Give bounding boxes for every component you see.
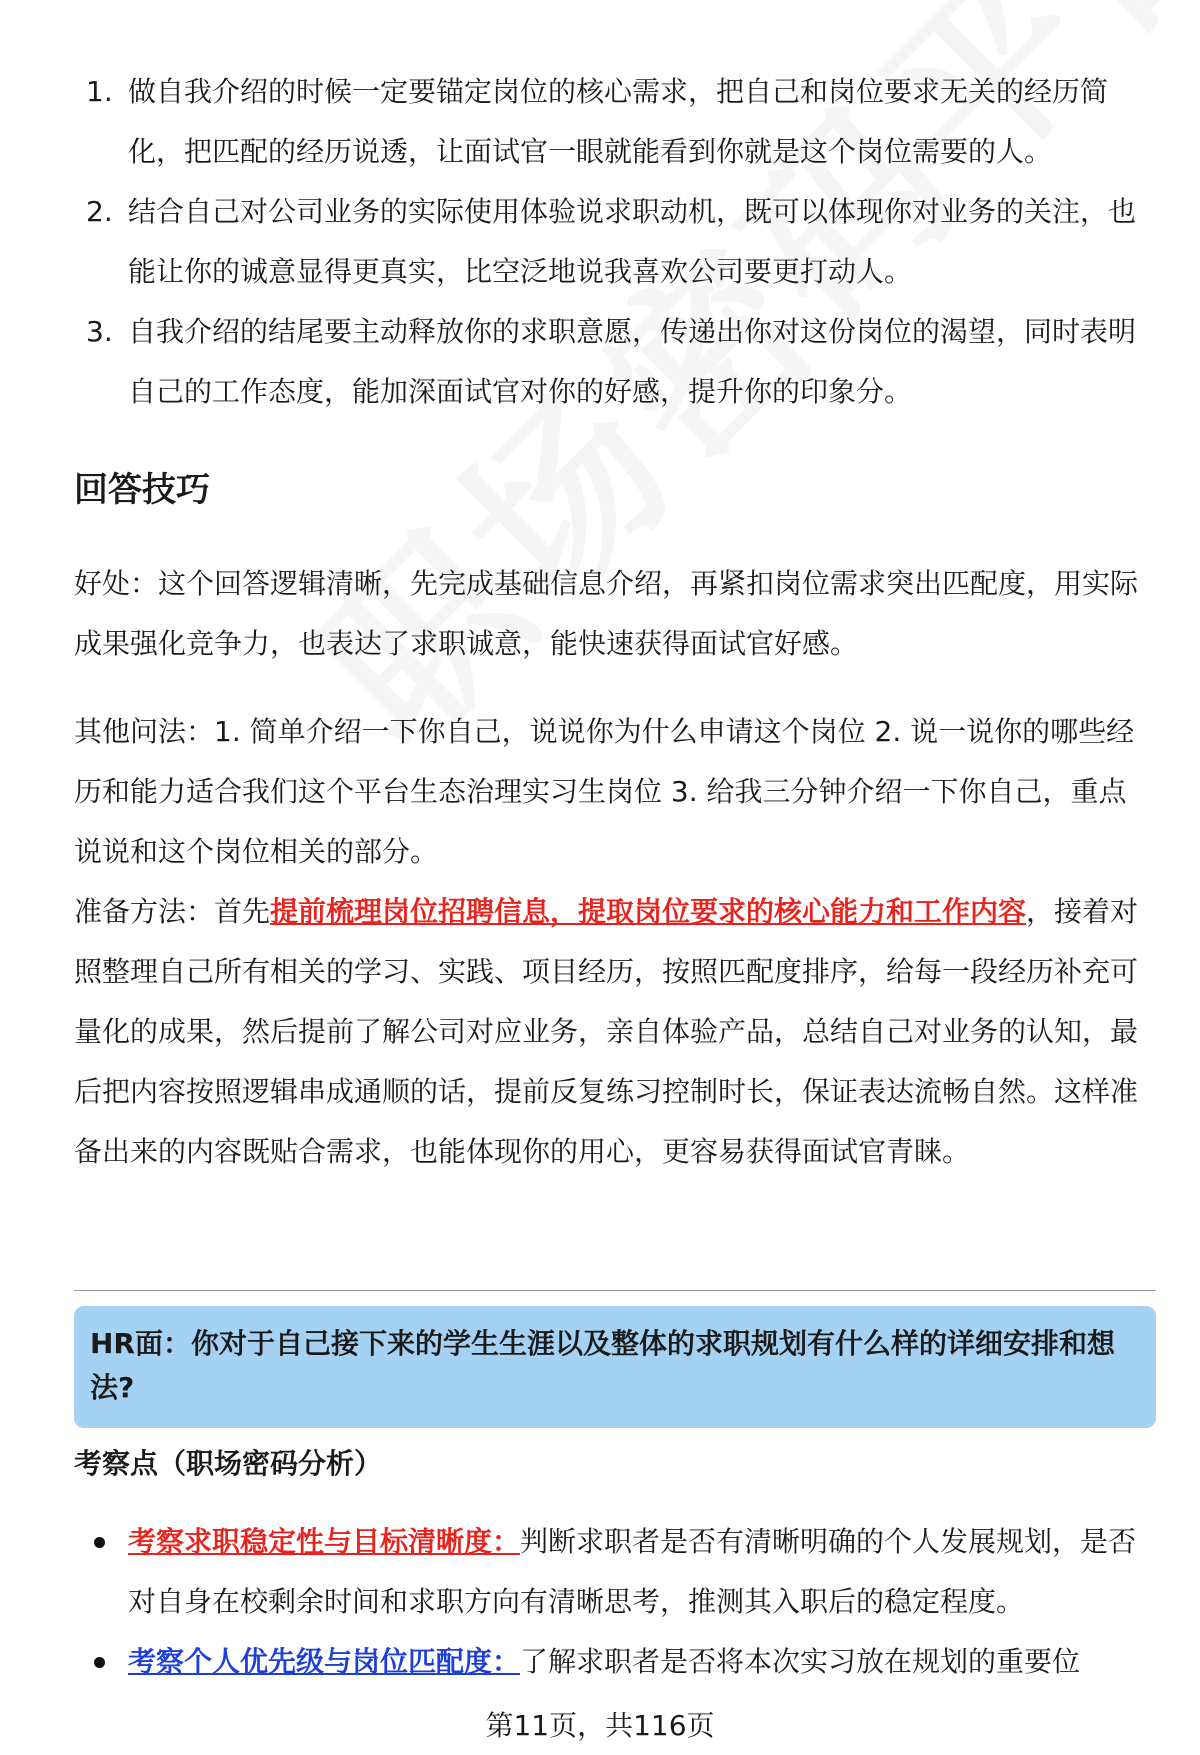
prep-rest: ，接着对照整理自己所有相关的学习、实践、项目经历，按照匹配度排序，给每一段经历补充可量化的成果，然后提前了解公司对应业务，亲自体验产品，总结自己对业务的认知，最后把内容按照逻辑串成通顺的话，提前反复练习控制时长，保证表达流畅自然。这样准备出来的内容既贴合需求，也能体现你的用心，更容易获得面试官青睐。 [74,895,1139,1168]
benefit-paragraph: 好处：这个回答逻辑清晰，先完成基础信息介绍，再紧扣岗位需求突出匹配度，用实际成果强化竞争力，也表达了求职诚意，能快速获得面试官好感。 [74,567,1139,660]
bullet-label: 考察个人优先级与岗位匹配度： [128,1645,521,1678]
prep-paragraph [74,882,1154,1182]
bullet-dot-icon [94,1657,105,1668]
bullet-label: 考察求职稳定性与目标清晰度： [128,1525,521,1558]
list-text: 自我介绍的结尾要主动释放你的求职意愿，传递出你对这份岗位的渴望，同时表明自己的工作态度，能加深面试官对你的好感，提升你的印象分。 [128,315,1137,408]
list-number: 2. [86,195,113,228]
prep-highlight: 提前梳理岗位招聘信息，提取岗位要求的核心能力和工作内容 [270,895,1027,928]
list-number: 1. [86,75,113,108]
list-text: 做自我介绍的时候一定要锚定岗位的核心需求，把自己和岗位要求无关的经历简化，把匹配的经历说透，让面试官一眼就能看到你就是这个岗位需要的人。 [128,75,1109,168]
list-item [74,182,1154,302]
question-callout [74,1306,1156,1428]
numbered-list [74,62,1154,422]
list-number: 3. [86,315,113,348]
other-asks-paragraph: 其他问法：1. 简单介绍一下你自己，说说你为什么申请这个岗位 2. 说一说你的哪些经历和能力适合我们这个平台生态治理实习生岗位 3. 给我三分钟介绍一下你自己，重点说说和这个岗位相关的部分。 [74,715,1135,868]
bullet-text: 了解求职者是否将本次实习放在规划的重要位 [520,1645,1081,1678]
bullet-text: 判断求职者是否有清晰明确的个人发展规划，是否对自身在校剩余时间和求职方向有清晰思考，推测其入职后的稳定程度。 [128,1525,1137,1618]
divider [74,1290,1156,1291]
section-title: 回答技巧 [74,470,210,510]
bullet-dot-icon [94,1537,105,1548]
page-footer: 第11页，共116页 [485,1709,715,1742]
bullet-item [74,1632,1156,1692]
bullet-item [74,1512,1156,1632]
prep-prefix: 准备方法：首先 [74,895,271,928]
callout-question: HR面：你对于自己接下来的学生生涯以及整体的求职规划有什么样的详细安排和想法? [90,1327,1115,1404]
list-text: 结合自己对公司业务的实际使用体验说求职动机，既可以体现你对业务的关注，也能让你的诚意显得更真实，比空泛地说我喜欢公司要更打动人。 [128,195,1137,288]
list-item [74,302,1154,422]
list-item [74,62,1154,182]
subsection-title: 考察点（职场密码分析） [74,1447,383,1480]
bullet-list [74,1512,1156,1692]
